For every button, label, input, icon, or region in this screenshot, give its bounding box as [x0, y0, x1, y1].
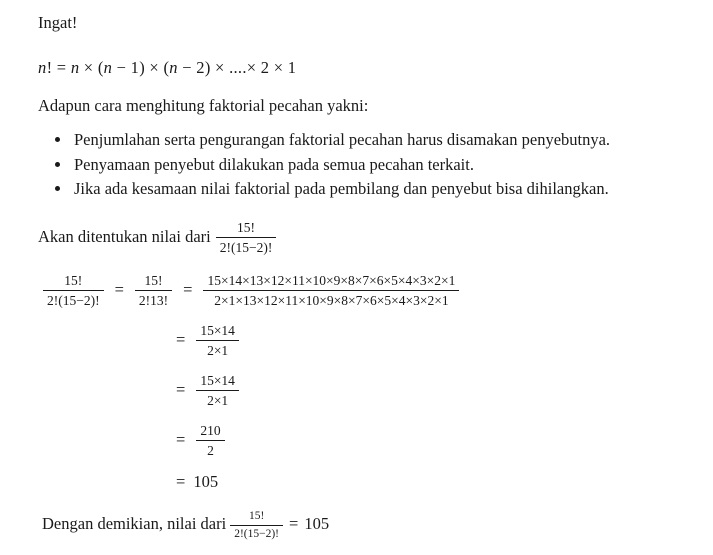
fraction-denominator: 2×1	[207, 393, 229, 409]
fraction-denominator: 2×1	[207, 343, 229, 359]
fraction-numerator: 15!	[135, 272, 172, 292]
derivation-step	[176, 322, 693, 359]
formula-part: − 2) × ....× 2 × 1	[177, 57, 297, 77]
fraction-numerator: 210	[196, 422, 224, 442]
equals-sign: =	[176, 430, 186, 450]
result-value: 105	[193, 471, 219, 491]
fraction-numerator: 15×14	[196, 372, 239, 392]
list-item: • Penyamaan penyebut dilakukan pada semua pecahan terkait.	[72, 155, 693, 176]
equals-sign: =	[176, 380, 186, 400]
fraction-denominator: 2×1×13×12×11×10×9×8×7×6×5×4×3×2×1	[214, 293, 449, 309]
derivation-step	[176, 422, 693, 459]
formula-part: ! =	[46, 57, 71, 77]
fraction-numerator: 15!	[230, 509, 283, 526]
fraction-numerator: 15!	[43, 272, 104, 292]
equals-sign: =	[176, 471, 186, 491]
fraction-denominator: 2!(15−2)!	[47, 293, 100, 309]
conclusion-statement	[38, 509, 693, 541]
fraction	[196, 372, 239, 409]
formula-variable: n	[70, 57, 80, 77]
problem-statement	[38, 219, 693, 256]
fraction-numerator: 15!	[216, 219, 277, 239]
derivation-line-1	[38, 272, 693, 309]
page-title: Ingat!	[38, 13, 78, 32]
fraction-denominator: 2!(15−2)!	[219, 240, 273, 256]
equals-sign: =	[114, 279, 124, 299]
factorial-definition-formula	[38, 58, 693, 79]
fraction	[196, 322, 239, 359]
formula-variable: n	[103, 57, 113, 77]
fraction-numerator: 15×14×13×12×11×10×9×8×7×6×5×4×3×2×1	[203, 272, 459, 292]
equals-sign: =	[176, 330, 186, 350]
fraction-denominator: 2	[207, 443, 214, 459]
conclusion-prefix: Dengan demikian, nilai dari	[42, 514, 227, 534]
formula-variable: n	[169, 57, 178, 77]
fraction	[43, 272, 104, 309]
derivation-result	[176, 472, 693, 493]
intro-text: Adapun cara menghitung faktorial pecahan yakni:	[38, 96, 369, 116]
list-item: • Jika ada kesamaan nilai faktorial pada pembilang dan penyebut bisa dihilangkan.	[72, 179, 693, 200]
equals-sign: =	[289, 514, 299, 534]
formula-part: − 1) × (	[112, 57, 170, 77]
fraction	[216, 219, 277, 256]
fraction-numerator: 15×14	[196, 322, 239, 342]
formula-part: × (	[79, 57, 104, 77]
list-item: • Penjumlahan serta pengurangan faktorial pecahan harus disamakan penyebutnya.	[72, 130, 693, 151]
equals-sign: =	[183, 279, 193, 299]
fraction	[196, 422, 224, 459]
conclusion-value: 105	[304, 514, 330, 534]
problem-prefix: Akan ditentukan nilai dari	[38, 226, 211, 246]
fraction-denominator: 2!(15−2)!	[234, 527, 280, 540]
formula-variable: n	[38, 57, 47, 77]
fraction	[135, 272, 172, 309]
fraction	[203, 272, 459, 309]
fraction-denominator: 2!13!	[138, 293, 169, 309]
fraction	[230, 509, 283, 541]
rules-list	[38, 130, 693, 200]
derivation-step	[176, 372, 693, 409]
